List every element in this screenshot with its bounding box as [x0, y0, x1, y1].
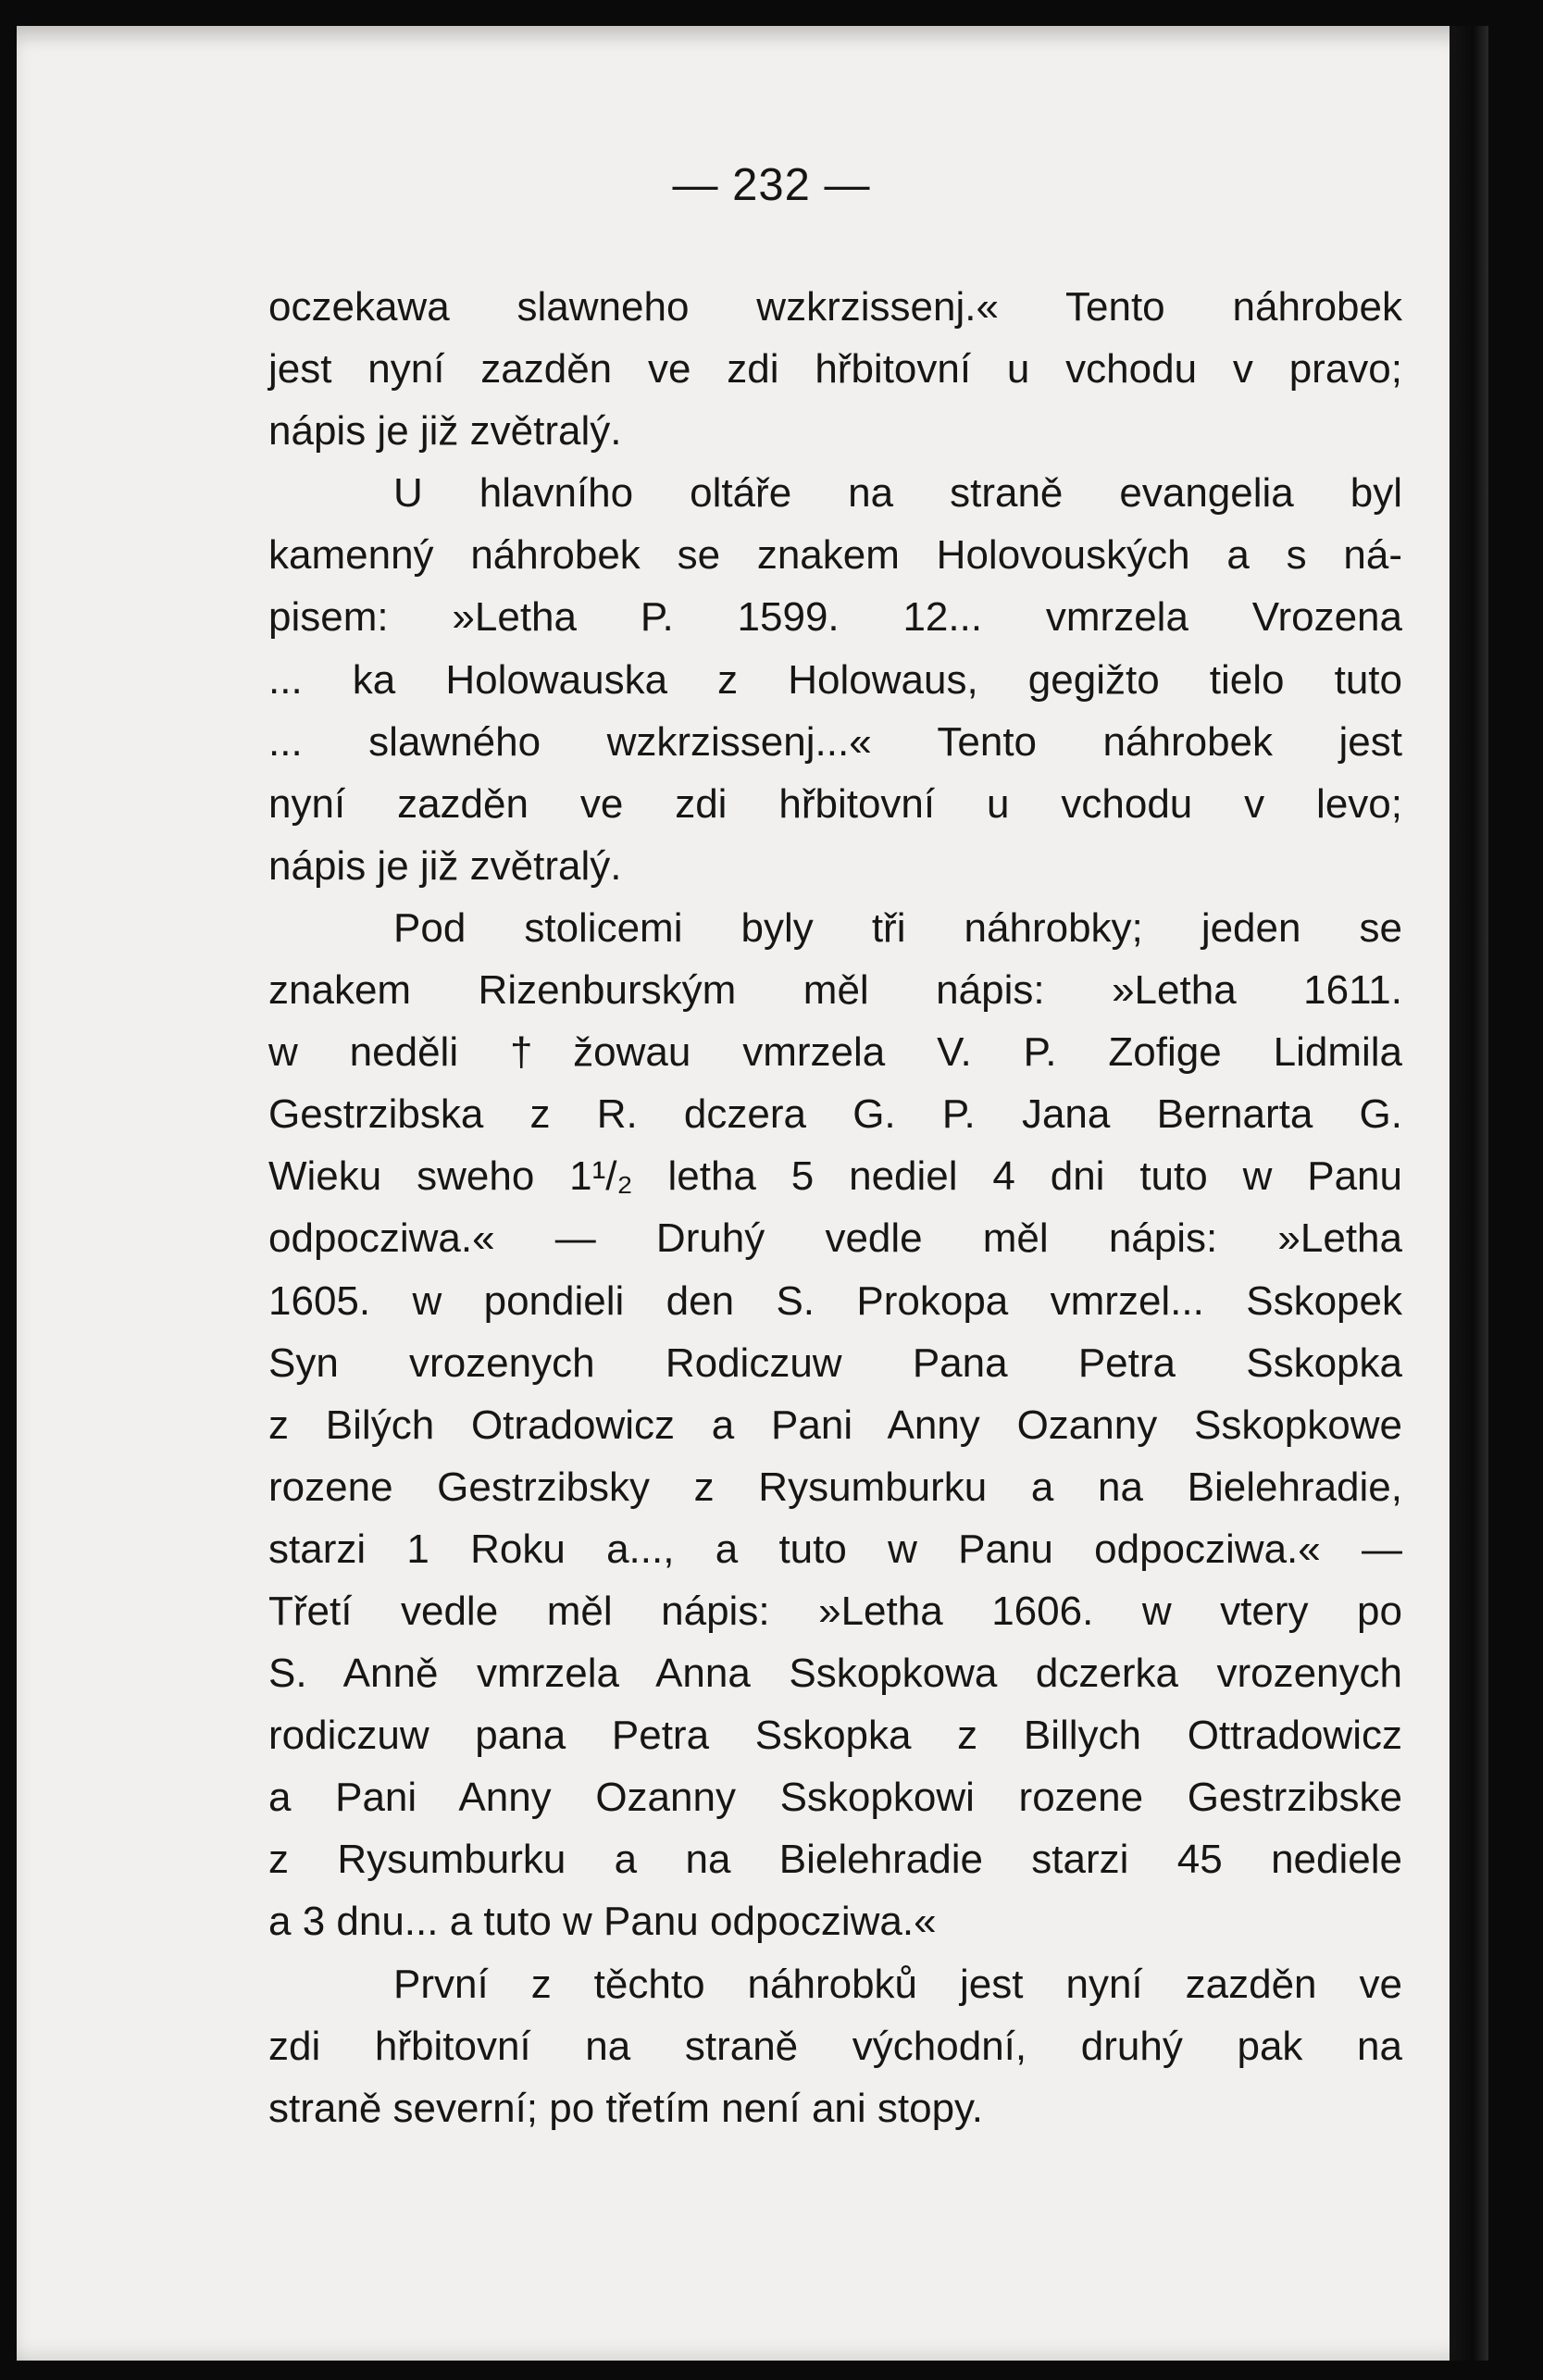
text-line: S. Anně vmrzela Anna Sskopkowa dczerka vrozenych: [268, 1651, 1402, 1697]
text-line: ... slawného wzkrzissenj...« Tento náhrobek jest: [268, 718, 1402, 765]
text-line: znakem Rizenburským měl nápis: »Letha 1611.: [268, 967, 1402, 1014]
text-line: Pod stolicemi byly tři náhrobky; jeden se: [393, 904, 1402, 951]
text-line: Syn vrozenych Rodiczuw Pana Petra Sskopka: [268, 1340, 1402, 1386]
body-text: [268, 276, 1402, 2139]
text-line: z Bilých Otradowicz a Pani Anny Ozanny Sskopkowe: [268, 1402, 1402, 1448]
text-line: rozene Gestrzibsky z Rysumburku a na Bielehradie,: [268, 1464, 1402, 1510]
text-line: nápis je již zvětralý.: [268, 842, 622, 889]
text-line: ... ka Holowauska z Holowaus, gegižto tielo tuto: [268, 656, 1402, 703]
text-line: pisem: »Letha P. 1599. 12... vmrzela Vrozena: [268, 594, 1402, 641]
text-line: a Pani Anny Ozanny Sskopkowi rozene Gestrzibske: [268, 1775, 1402, 1821]
text-line: nápis je již zvětralý.: [268, 408, 622, 455]
text-line: odpocziwa.« — Druhý vedle měl nápis: »Letha: [268, 1215, 1402, 1262]
text-line: starzi 1 Roku a..., a tuto w Panu odpocziwa.« —: [268, 1526, 1402, 1572]
text-line: w neděli †žowau vmrzela V. P. Zofige Lidmila: [268, 1029, 1402, 1076]
text-line: Gestrzibska z R. dczera G. P. Jana Bernarta G.: [268, 1091, 1402, 1138]
text-line: z Rysumburku a na Bielehradie starzi 45 nediele: [268, 1837, 1402, 1883]
text-line: oczekawa slawneho wzkrzissenj.« Tento náhrobek: [268, 284, 1402, 330]
text-line: 1605. w pondieli den S. Prokopa vmrzel... Sskopek: [268, 1277, 1402, 1324]
text-line: rodiczuw pana Petra Sskopka z Billych Ottradowicz: [268, 1713, 1402, 1759]
text-line: U hlavního oltáře na straně evangelia byl: [393, 470, 1402, 517]
text-line: První z těchto náhrobků jest nyní zazděn ve: [393, 1961, 1402, 2007]
text-line: Třetí vedle měl nápis: »Letha 1606. w vtery po: [268, 1588, 1402, 1634]
text-line: jest nyní zazděn ve zdi hřbitovní u vchodu v pravo;: [268, 346, 1402, 393]
text-line: nyní zazděn ve zdi hřbitovní u vchodu v levo;: [268, 780, 1402, 827]
page-edge-shadow: [1450, 26, 1488, 2361]
text-line: Wieku sweho 1¹/₂ letha 5 nediel 4 dni tuto w Panu: [268, 1153, 1402, 1200]
text-line: kamenný náhrobek se znakem Holovouských a s ná-: [268, 532, 1402, 579]
page-number: — 232 —: [672, 160, 871, 210]
text-line: a 3 dnu... a tuto w Panu odpocziwa.«: [268, 1899, 937, 1945]
text-line: straně severní; po třetím není ani stopy.: [268, 2085, 984, 2131]
text-line: zdi hřbitovní na straně východní, druhý pak na: [268, 2023, 1402, 2069]
